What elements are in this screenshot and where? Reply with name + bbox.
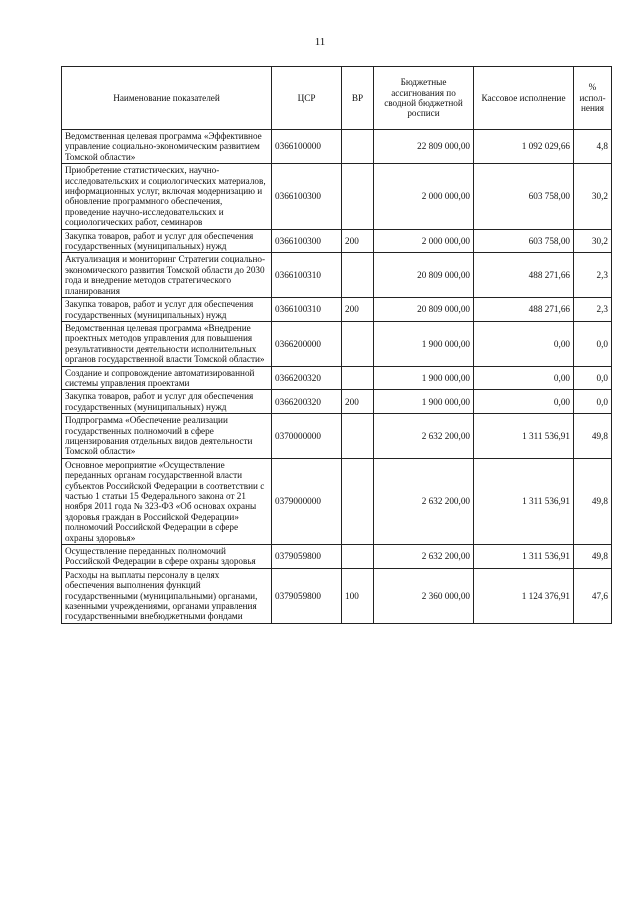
table-row [62,390,612,414]
cell-pct: 4,8 [574,130,612,164]
cell-name: Расходы на выплаты персоналу в целях обеспечения выполнения функций государственными (муниципальными) органами, казенными учреждениями, органами управления государственными внебюджетными фондами [62,568,272,623]
cell-exec: 1 311 536,91 [474,458,574,544]
cell-name: Подпрограмма «Обеспечение реализации государственных полномочий в сфере лицензирования отдельных видов деятельности Томской области» [62,414,272,459]
cell-vr [342,458,374,544]
table-row [62,366,612,390]
cell-plan: 20 809 000,00 [374,298,474,322]
cell-vr: 200 [342,390,374,414]
table-row [62,321,612,366]
cell-pct: 49,8 [574,414,612,459]
cell-pct: 30,2 [574,229,612,253]
table-row [62,458,612,544]
cell-vr [342,164,374,229]
cell-plan: 1 900 000,00 [374,366,474,390]
cell-csr: 0379000000 [272,458,342,544]
cell-csr: 0366100000 [272,130,342,164]
cell-exec: 603 758,00 [474,229,574,253]
cell-csr: 0366100310 [272,298,342,322]
header-name: Наименование показателей [62,67,272,130]
cell-plan: 1 900 000,00 [374,321,474,366]
cell-csr: 0366200320 [272,366,342,390]
cell-name: Закупка товаров, работ и услуг для обеспечения государственных (муниципальных) нужд [62,298,272,322]
cell-plan: 22 809 000,00 [374,130,474,164]
cell-exec: 0,00 [474,390,574,414]
header-exec: Кассовое исполнение [474,67,574,130]
cell-exec: 1 311 536,91 [474,545,574,569]
cell-exec: 0,00 [474,321,574,366]
cell-name: Ведомственная целевая программа «Внедрение проектных методов управления для повышения результативности деятельности исполнительных органов государственной власти Томской области» [62,321,272,366]
cell-name: Основное мероприятие «Осуществление переданных органам государственной власти субъектов Российской Федерации в соответствии с частью 1 статьи 15 Федерального закона от 21 ноября 2011 года № 323-ФЗ «Об основах охраны здоровья граждан в Российской Федерации» полномочий Российской Федерации в сфере охраны здоровья» [62,458,272,544]
cell-csr: 0379059800 [272,545,342,569]
cell-vr [342,253,374,298]
cell-plan: 2 000 000,00 [374,229,474,253]
cell-pct: 49,8 [574,545,612,569]
cell-csr: 0370000000 [272,414,342,459]
table-row [62,229,612,253]
cell-vr: 200 [342,298,374,322]
table-body [62,130,612,624]
cell-plan: 1 900 000,00 [374,390,474,414]
cell-exec: 1 124 376,91 [474,568,574,623]
cell-name: Создание и сопровождение автоматизированной системы управления проектами [62,366,272,390]
page-number: 11 [314,36,326,48]
cell-vr [342,366,374,390]
cell-pct: 49,8 [574,458,612,544]
cell-csr: 0366100300 [272,164,342,229]
header-csr: ЦСР [272,67,342,130]
table-row [62,568,612,623]
cell-exec: 488 271,66 [474,298,574,322]
cell-name: Закупка товаров, работ и услуг для обеспечения государственных (муниципальных) нужд [62,390,272,414]
cell-vr: 100 [342,568,374,623]
cell-pct: 2,3 [574,253,612,298]
cell-plan: 2 632 200,00 [374,545,474,569]
cell-plan: 2 632 200,00 [374,414,474,459]
header-plan: Бюджетные ассигнования по сводной бюджетной росписи [374,67,474,130]
header-vr: ВР [342,67,374,130]
cell-plan: 20 809 000,00 [374,253,474,298]
cell-csr: 0366200000 [272,321,342,366]
cell-pct: 2,3 [574,298,612,322]
cell-pct: 0,0 [574,390,612,414]
cell-plan: 2 632 200,00 [374,458,474,544]
cell-pct: 0,0 [574,321,612,366]
cell-csr: 0379059800 [272,568,342,623]
cell-name: Закупка товаров, работ и услуг для обеспечения государственных (муниципальных) нужд [62,229,272,253]
table-row [62,414,612,459]
cell-plan: 2 000 000,00 [374,164,474,229]
cell-name: Осуществление переданных полномочий Российской Федерации в сфере охраны здоровья [62,545,272,569]
cell-name: Приобретение статистических, научно-исследовательских и социологических материалов, информационных услуг, включая модернизацию и обновление программного обеспечения, проведение научно-исследовательских и социологических работ, семинаров [62,164,272,229]
cell-pct: 47,6 [574,568,612,623]
cell-exec: 603 758,00 [474,164,574,229]
table-row [62,545,612,569]
table-row [62,298,612,322]
cell-vr: 200 [342,229,374,253]
header-row [62,67,612,130]
table-row [62,130,612,164]
table-row [62,253,612,298]
cell-exec: 488 271,66 [474,253,574,298]
cell-vr [342,130,374,164]
cell-csr: 0366200320 [272,390,342,414]
cell-pct: 0,0 [574,366,612,390]
cell-exec: 1 311 536,91 [474,414,574,459]
cell-exec: 0,00 [474,366,574,390]
cell-name: Ведомственная целевая программа «Эффективное управление социально-экономическим развитием Томской области» [62,130,272,164]
cell-plan: 2 360 000,00 [374,568,474,623]
cell-vr [342,414,374,459]
cell-vr [342,321,374,366]
cell-pct: 30,2 [574,164,612,229]
cell-csr: 0366100300 [272,229,342,253]
cell-csr: 0366100310 [272,253,342,298]
cell-name: Актуализация и мониторинг Стратегии социально-экономического развития Томской области до 2030 года и внедрение методов стратегического планирования [62,253,272,298]
cell-exec: 1 092 029,66 [474,130,574,164]
budget-execution-table [61,66,612,624]
table-header [62,67,612,130]
cell-vr [342,545,374,569]
table-row [62,164,612,229]
header-pct: % испол-нения [574,67,612,130]
